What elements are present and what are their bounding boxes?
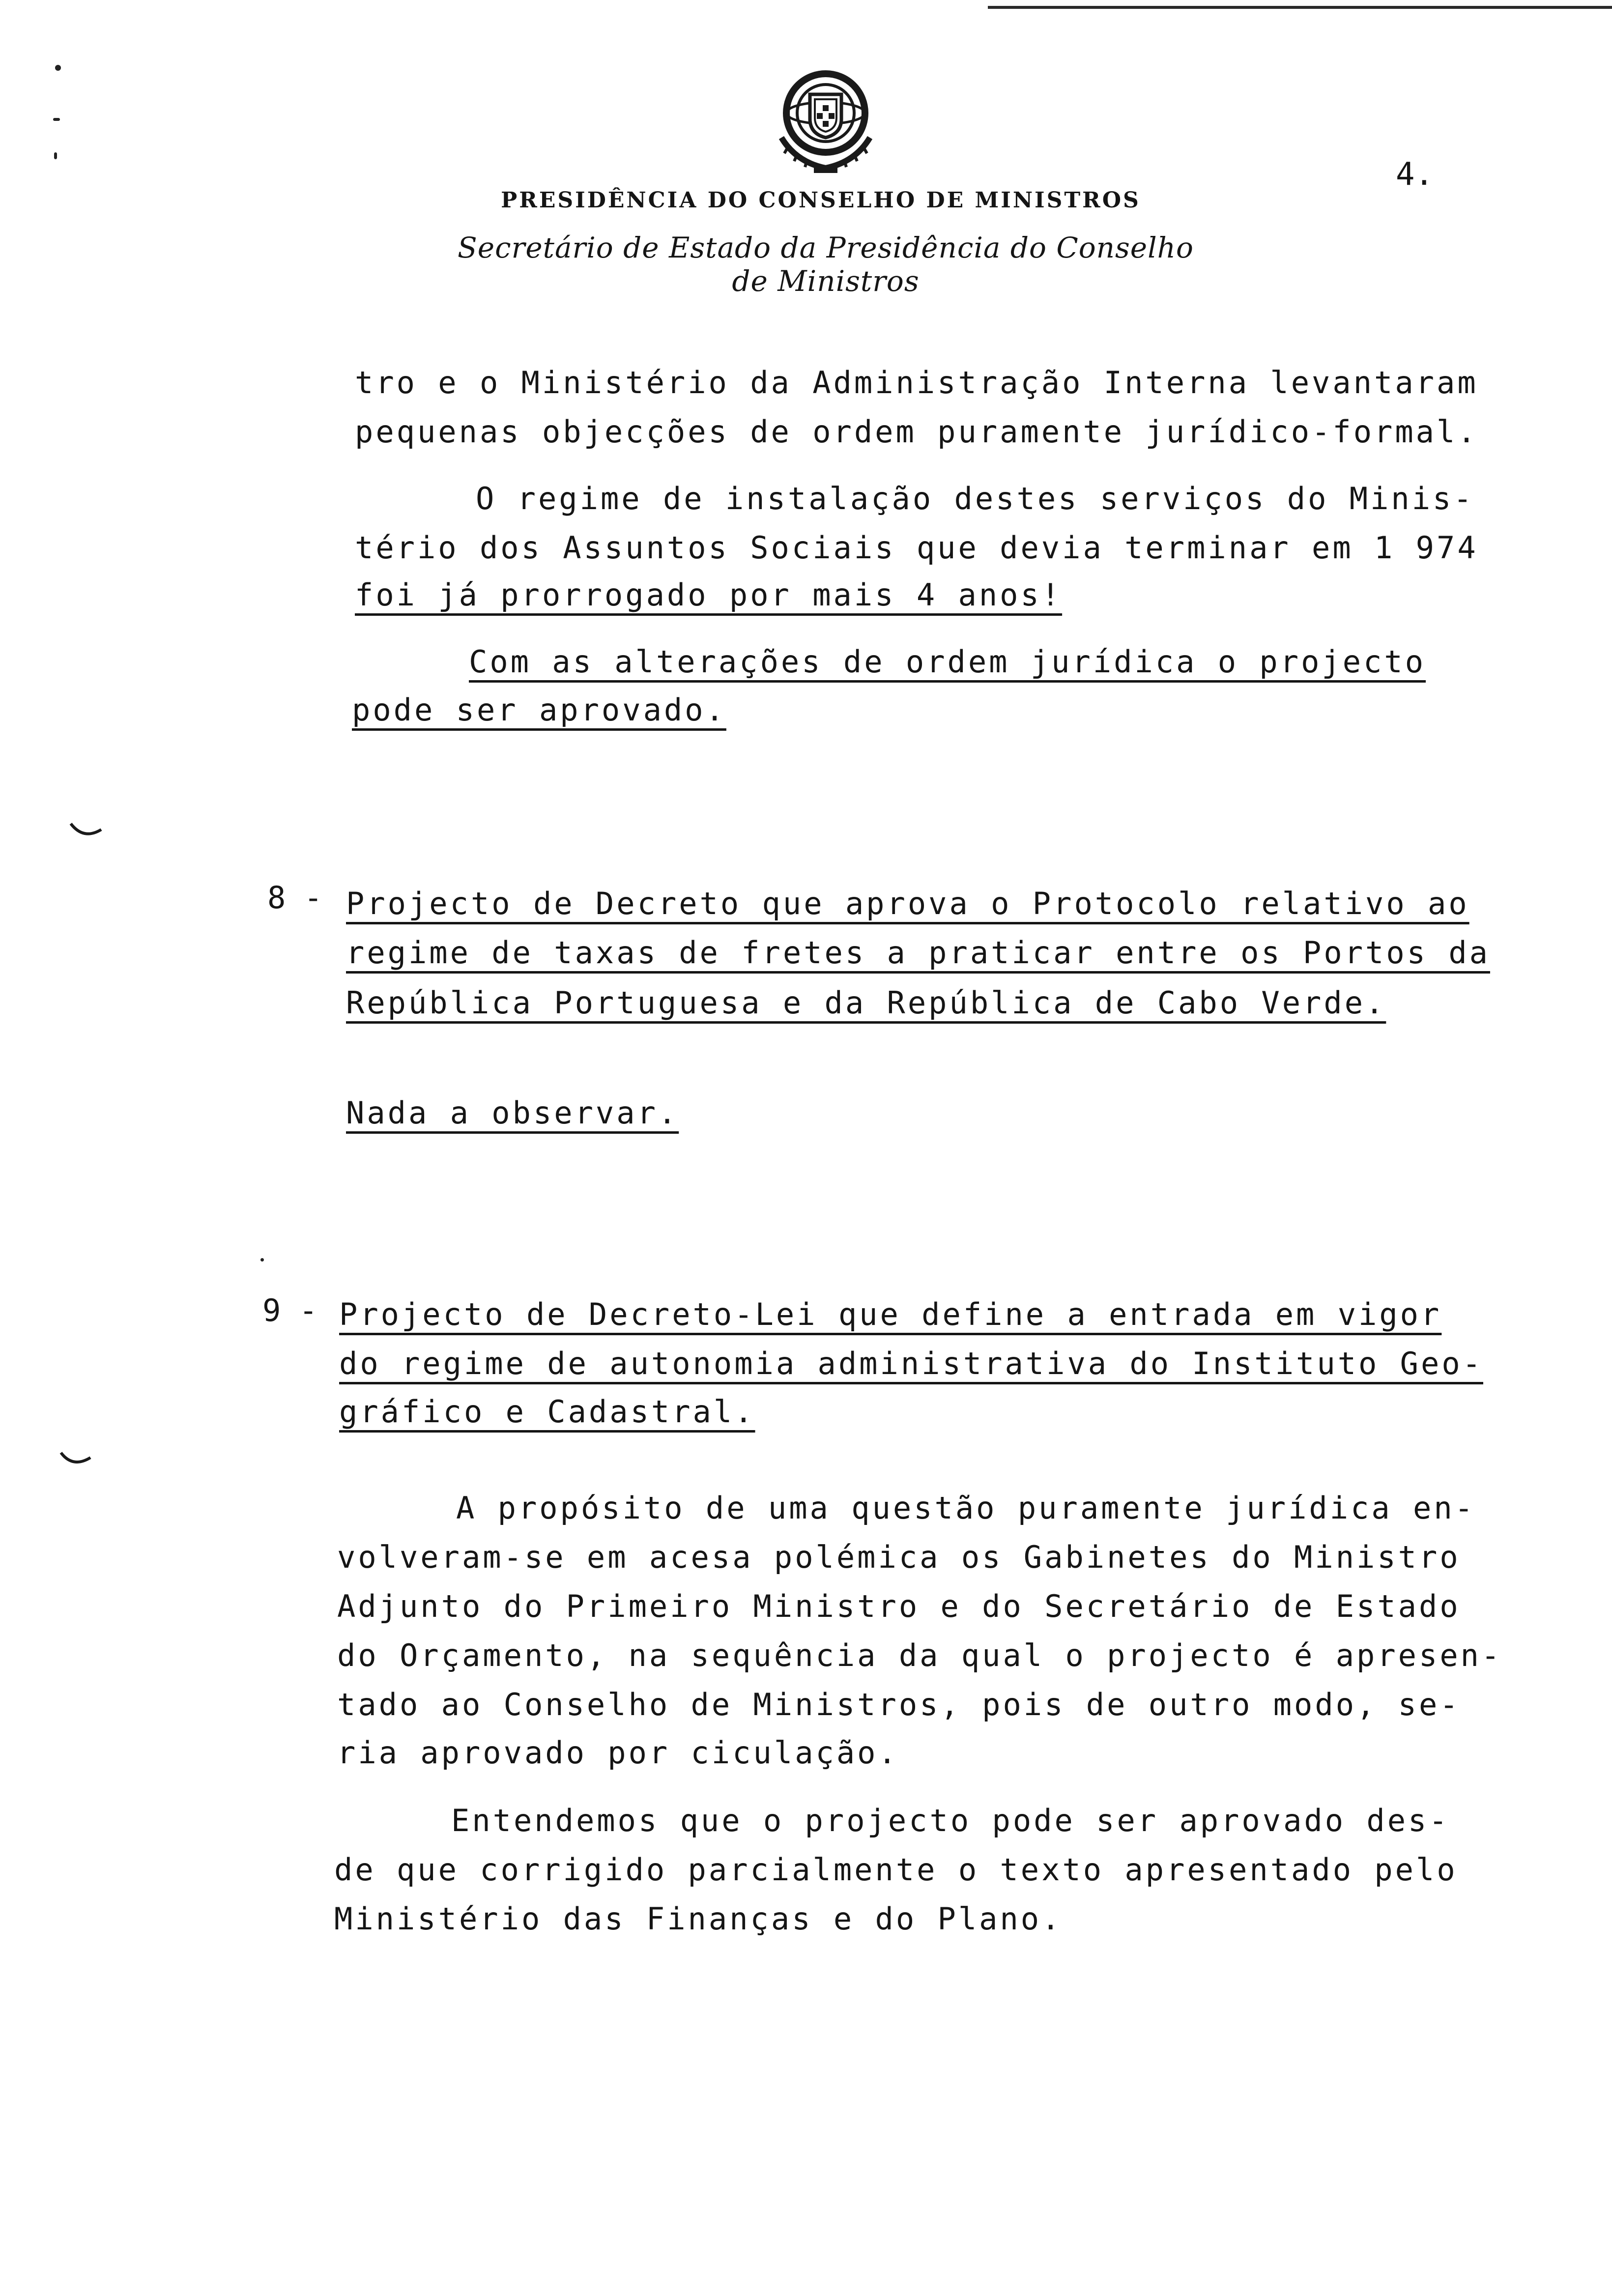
margin-dot: [260, 1258, 264, 1262]
margin-dot: [54, 152, 57, 159]
letterhead-office: Secretário de Estado da Presidência do Conselho de Ministros: [458, 231, 1194, 298]
item-9-title-line: Projecto de Decreto-Lei que define a entrada em vigor: [339, 1296, 1442, 1332]
item-8-title-line: regime de taxas de fretes a praticar entre os Portos da: [346, 935, 1490, 971]
margin-tick-mark: [69, 821, 103, 840]
text-line: tro e o Ministério da Administração Interna levantaram: [355, 365, 1478, 401]
text-line-underlined: Com as alterações de ordem jurídica o projecto: [469, 644, 1426, 680]
item-9-title-line: do regime de autonomia administrativa do Instituto Geo-: [339, 1346, 1483, 1381]
text-line: O regime de instalação destes serviços do Minis-: [476, 481, 1474, 517]
letterhead-institution: PRESIDÊNCIA DO CONSELHO DE MINISTROS: [501, 188, 1141, 213]
text-line-underlined: foi já prorrogado por mais 4 anos!: [355, 577, 1063, 613]
text-line: volveram-se em acesa polémica os Gabinetes do Ministro: [337, 1539, 1461, 1575]
text-line: de que corrigido parcialmente o texto apresentado pelo: [334, 1852, 1458, 1888]
margin-dot: [55, 65, 61, 71]
item-8-title-line: Projecto de Decreto que aprova o Protocolo relativo ao: [346, 886, 1469, 921]
top-edge-rule: [988, 6, 1612, 9]
text-line: ria aprovado por ciculação.: [337, 1735, 899, 1771]
text-line: A propósito de uma questão puramente jurídica en-: [456, 1490, 1476, 1526]
margin-dot: [53, 118, 60, 121]
margin-tick-mark: [59, 1450, 93, 1469]
text-line: do Orçamento, na sequência da qual o projecto é apresen-: [337, 1637, 1502, 1673]
item-9-number: 9 -: [262, 1292, 317, 1328]
item-8-title-line: República Portuguesa e da República de Cabo Verde.: [346, 985, 1386, 1021]
text-line: tério dos Assuntos Sociais que devia terminar em 1 974: [355, 530, 1478, 566]
text-line-underlined: pode ser aprovado.: [352, 692, 726, 728]
text-line: tado ao Conselho de Ministros, pois de outro modo, se-: [337, 1687, 1461, 1722]
item-8-number: 8 -: [267, 880, 322, 916]
text-line: Ministério das Finanças e do Plano.: [334, 1901, 1063, 1937]
text-line: Entendemos que o projecto pode ser aprovado des-: [451, 1803, 1450, 1838]
page-number: 4.: [1396, 156, 1434, 193]
text-line: pequenas objecções de ordem puramente jurídico-formal.: [355, 414, 1478, 450]
item-8-comment: Nada a observar.: [346, 1095, 679, 1131]
coat-of-arms-emblem: [767, 64, 885, 177]
text-line: Adjunto do Primeiro Ministro e do Secretário de Estado: [337, 1588, 1461, 1624]
item-9-title-line: gráfico e Cadastral.: [339, 1394, 755, 1430]
